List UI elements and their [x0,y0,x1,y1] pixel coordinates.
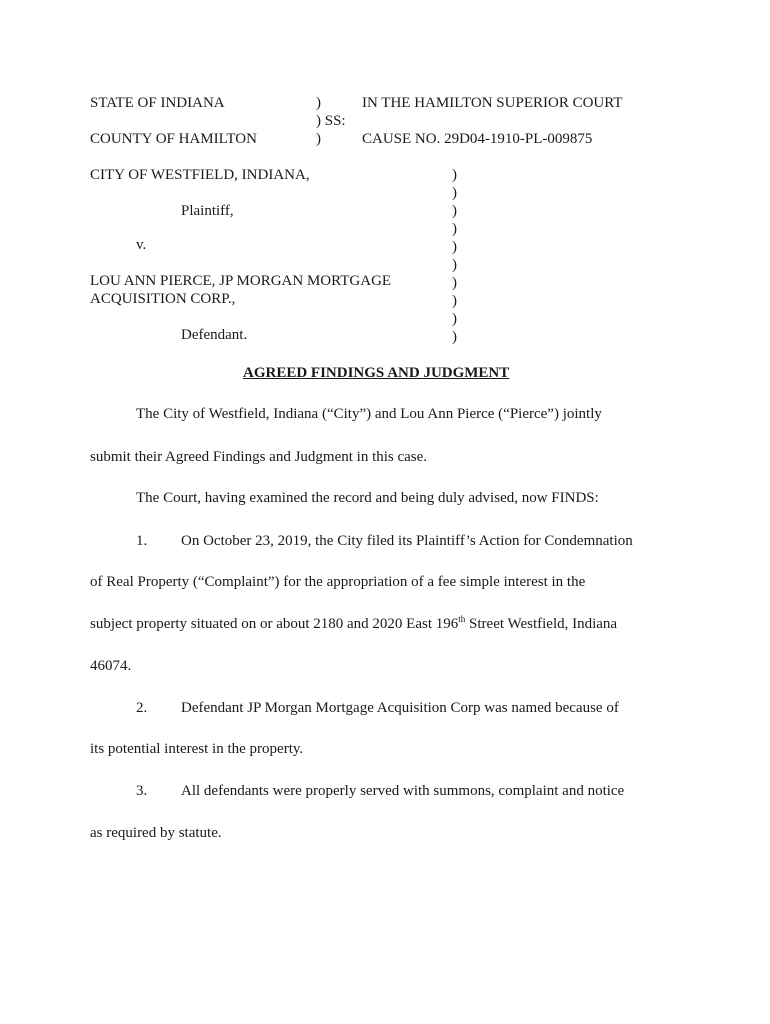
caption-paren: ) [452,167,457,183]
item1-line1: On October 23, 2019, the City filed its Plaintiff’s Action for Condemnation [181,533,633,549]
item3-line2: as required by statute. [90,825,222,841]
defendant-name-line1: LOU ANN PIERCE, JP MORGAN MORTGAGE [90,273,392,289]
caption-paren: ) [452,185,457,201]
cause-number: CAUSE NO. 29D04-1910-PL-009875 [362,131,593,147]
plaintiff-name: CITY OF WESTFIELD, INDIANA, [90,167,310,183]
caption-paren: ) [452,239,457,255]
defendant-name-line2: ACQUISITION CORP., [90,291,236,307]
intro-line1: The City of Westfield, Indiana (“City”) and Lou Ann Pierce (“Pierce”) jointly [136,406,602,422]
caption-paren: ) [452,311,457,327]
item1-line2: of Real Property (“Complaint”) for the appropriation of a fee simple interest in the [90,574,586,590]
item-number: 3. [136,783,148,799]
county-label: COUNTY OF HAMILTON [90,131,257,147]
ordinal-suffix: th [458,614,466,624]
defendant-label: Defendant. [181,327,248,343]
item-number: 2. [136,700,148,716]
findings-intro: The Court, having examined the record and being duly advised, now FINDS: [136,490,599,506]
ss-paren-bottom: ) [316,131,321,147]
state-label: STATE OF INDIANA [90,95,225,111]
item3-line1: All defendants were properly served with summons, complaint and notice [181,783,625,799]
caption-paren: ) [452,293,457,309]
versus-label: v. [136,237,147,253]
plaintiff-label: Plaintiff, [181,203,234,219]
item1-line3-start: subject property situated on or about 2180 and 2020 East 196 [90,616,459,632]
item1-line3-end: Street Westfield, Indiana [465,616,618,632]
item2-line2: its potential interest in the property. [90,741,304,757]
ss-label: ) SS: [316,113,346,129]
item1-line3 [90,615,617,633]
item2-line1: Defendant JP Morgan Mortgage Acquisition Corp was named because of [181,700,619,716]
caption-paren: ) [452,329,457,345]
caption-paren: ) [452,275,457,291]
caption-paren: ) [452,203,457,219]
item-number: 1. [136,533,148,549]
ss-paren-top: ) [316,95,321,111]
caption-paren: ) [452,221,457,237]
court-name: IN THE HAMILTON SUPERIOR COURT [362,95,623,111]
intro-line2: submit their Agreed Findings and Judgment in this case. [90,449,428,465]
document-title: AGREED FINDINGS AND JUDGMENT [243,365,510,381]
item1-line4: 46074. [90,658,132,674]
caption-paren: ) [452,257,457,273]
